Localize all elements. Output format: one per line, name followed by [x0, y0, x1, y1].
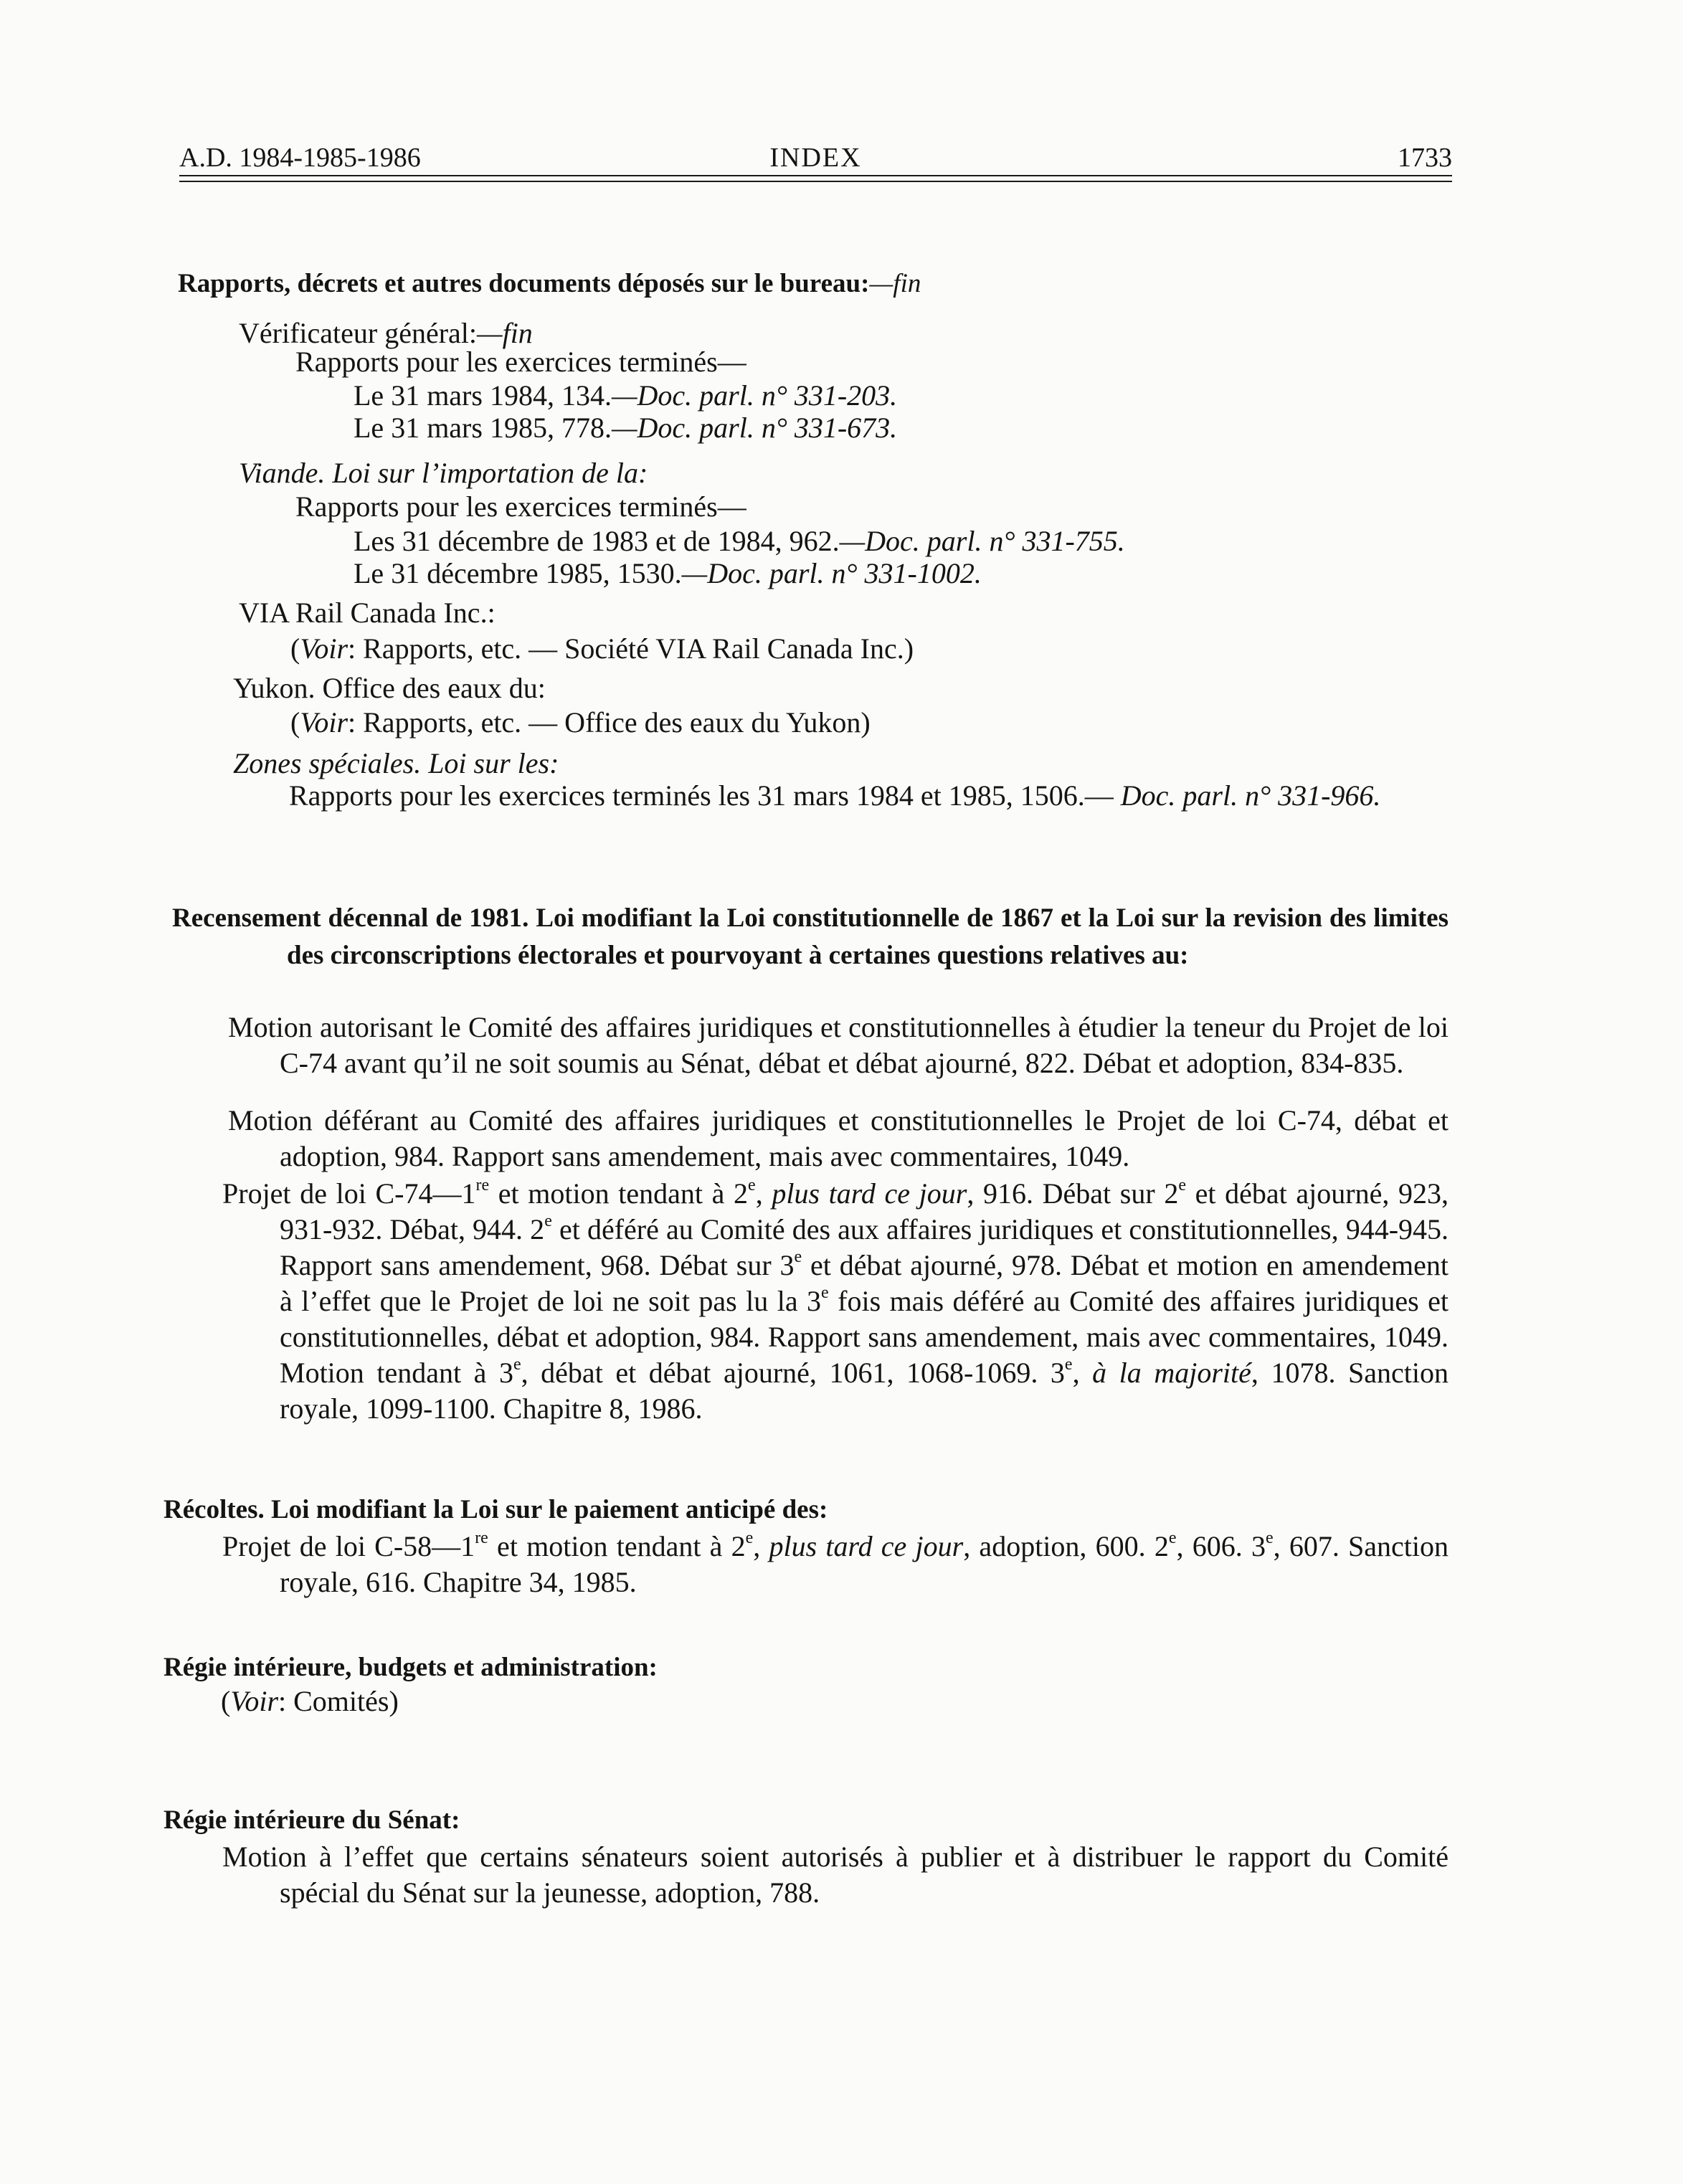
subentry-line: Rapports pour les exercices terminés— [295, 490, 746, 523]
subentry-zones: Zones spéciales. Loi sur les: [233, 747, 559, 779]
subentry-line: Le 31 mars 1984, 134.—Doc. parl. n° 331-203. [354, 379, 898, 412]
running-head [179, 136, 1452, 179]
page-number: 1733 [1398, 143, 1452, 173]
subentry-viande: Viande. Loi sur l’importation de la: [239, 457, 648, 489]
subentry-yukon: Yukon. Office des eaux du: [233, 672, 546, 704]
header-years: A.D. 1984-1985-1986 [179, 143, 421, 173]
subentry-paragraph-c74: Projet de loi C-74—1re et motion tendant à 2e, plus tard ce jour, 916. Débat sur 2e et débat ajourné, 923, 931-932. Débat, 944. 2e et déféré au Comité des aux affaires juridiques et constitutionnelles, 944-945. Rapport sans amendement, 968. Débat sur 3e et débat ajourné, 978. Débat et motion en amendement à l’effet que le Projet de loi ne soit pas lu la 3e fois mais déféré au Comité des affaires juridiques et constitutionnelles, débat et adoption, 984. Rapport sans amendement, mais avec commentaires, 1049. Motion tendant à 3e, débat et débat ajourné, 1061, 1068-1069. 3e, à la majorité, 1078. Sanction royale, 1099-1100. Chapitre 8, 1986. [222, 1175, 1449, 1425]
subentry-zones-text: Rapports pour les exercices terminés les 31 mars 1984 et 1985, 1506.— Doc. parl. n° 331-966. [289, 779, 1381, 812]
entry-heading-regie-senat: Régie intérieure du Sénat: [163, 1805, 460, 1835]
subentry-line: (Voir: Comités) [221, 1685, 399, 1717]
subentry-line: (Voir: Rapports, etc. — Société VIA Rail Canada Inc.) [290, 632, 914, 665]
subentry-line: Rapports pour les exercices terminés— [295, 346, 746, 378]
subentry-paragraph: Motion déférant au Comité des affaires juridiques et constitutionnelles le Projet de loi C-74, débat et adoption, 984. Rapport sans amendement, mais avec commentaires, 1049. [228, 1104, 1449, 1172]
header-rule-top [179, 175, 1452, 176]
subentry-line: Le 31 décembre 1985, 1530.—Doc. parl. n° 331-1002. [354, 557, 982, 589]
subentry-verificateur: Vérificateur général:—fin [239, 317, 533, 349]
header-title: INDEX [769, 143, 862, 173]
entry-heading-regie-budgets: Régie intérieure, budgets et administration: [163, 1653, 658, 1682]
subentry-line: (Voir: Rapports, etc. — Office des eaux du Yukon) [290, 706, 871, 739]
entry-heading-recensement: Recensement décennal de 1981. Loi modifiant la Loi constitutionnelle de 1867 et la Loi sur la revision des limites des circonscriptions électorales et pourvoyant à certaines questions relatives au: [172, 903, 1449, 970]
subentry-via: VIA Rail Canada Inc.: [239, 597, 496, 629]
entry-heading-recoltes: Récoltes. Loi modifiant la Loi sur le paiement anticipé des: [163, 1495, 828, 1524]
subentry-paragraph: Motion autorisant le Comité des affaires juridiques et constitutionnelles à étudier la teneur du Projet de loi C-74 avant qu’il ne soit soumis au Sénat, débat et débat ajourné, 822. Débat et adoption, 834-835. [228, 1011, 1449, 1079]
subentry-line: Le 31 mars 1985, 778.—Doc. parl. n° 331-673. [354, 412, 898, 444]
subentry-paragraph: Motion à l’effet que certains sénateurs soient autorisés à publier et à distribuer le rapport du Comité spécial du Sénat sur la jeunesse, adoption, 788. [222, 1841, 1449, 1909]
subentry-line: Les 31 décembre de 1983 et de 1984, 962.—Doc. parl. n° 331-755. [354, 525, 1125, 557]
entry-heading-rapports: Rapports, décrets et autres documents déposés sur le bureau:—fin [178, 269, 921, 298]
subentry-paragraph-c58: Projet de loi C-58—1re et motion tendant à 2e, plus tard ce jour, adoption, 600. 2e, 606. 3e, 607. Sanction royale, 616. Chapitre 34, 1985. [222, 1528, 1449, 1598]
header-rule-bottom [179, 181, 1452, 182]
